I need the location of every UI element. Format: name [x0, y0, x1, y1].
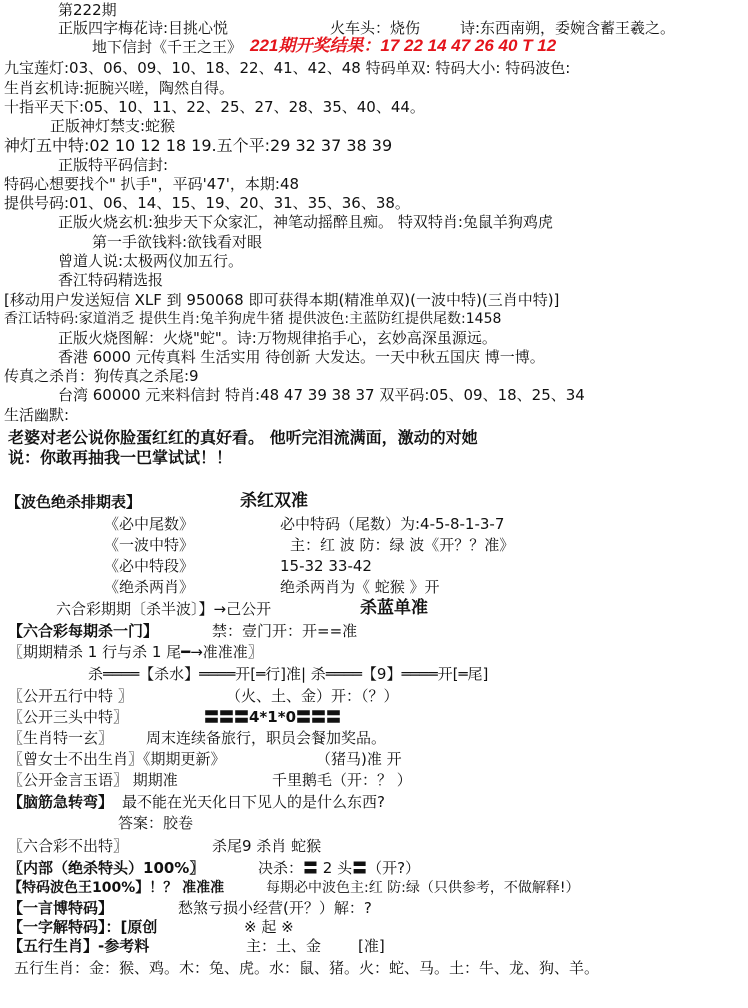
kill-one-door-value: 禁：壹门开：开==准 [212, 622, 358, 640]
taoist-saying: 曾道人说:太极两仪加五行。 [58, 252, 244, 270]
must-tail-value: 必中特码（尾数）为:4-5-8-1-3-7 [280, 515, 505, 533]
inner-kill-label: 〖内部（绝杀特头）100%〗 [8, 859, 205, 877]
special-range-label: 《必中特段》 [104, 557, 195, 575]
zodiac-mystery-value: 周末连续备旅行，职员会餐加奖品。 [146, 729, 387, 747]
wave-king-value: 每期必中波色主:红 防:绿（只供参考，不做解释!） [266, 880, 580, 896]
hongkong-fax-line: 香港 6000 元传真料 生活实用 待创新 大发达。一天中秋五国庆 博一博。 [58, 348, 545, 366]
poem-line: 诗:东西南朔，委婉含蓄王羲之。 [460, 19, 676, 37]
lamp-forbidden-line: 正版神灯禁支:蛇猴 [50, 117, 176, 135]
five-zodiac-main: 主：土、金 [246, 937, 322, 955]
zodiac-mystery-label: 〖生肖特一玄〗 [8, 729, 114, 747]
ms-zeng-value: （猪马)准 开 [316, 750, 402, 768]
kill-water-nine-line: 杀════【杀水】════开[═行]准| 杀════【9】════开[═尾] [88, 665, 489, 683]
joke-line-2: 说：你敢再抽我一巴掌试试！！ [8, 448, 233, 467]
issue-number: 第222期 [58, 1, 117, 19]
xiangjiang-words: 香江话特码:家道消乏 提供生肖:兔羊狗虎牛猪 提供波色:主蓝防红提供尾数:1458 [4, 311, 502, 327]
five-zodiac-list: 五行生肖：金：猴、鸡。木：兔、虎。水：鼠、猪。火：蛇、马。土：牛、龙、狗、羊。 [14, 959, 600, 977]
inner-kill-value: 决杀：〓 2 头〓（开?） [258, 859, 421, 877]
kill-blue-single: 杀蓝单准 [360, 598, 428, 618]
one-wave-label: 《一波中特》 [104, 536, 195, 554]
first-hand-line: 第一手欲钱料:欲钱看对眼 [92, 233, 263, 251]
nine-treasure-line: 九宝莲灯:03、06、09、10、18、22、41、42、48 特码单双: 特码大小: 特码波色: [4, 59, 571, 77]
flat-code-envelope: 正版特平码信封: [58, 156, 169, 174]
xiangjiang-report: 香江特码精选报 [58, 271, 164, 289]
brain-teaser-label: 【脑筋急转弯】 [8, 793, 114, 811]
half-wave-label: 六合彩期期〔杀半波〕】→己公开 [56, 600, 272, 618]
kill-two-label: 《绝杀两肖》 [104, 578, 195, 596]
sms-notice: [移动用户发送短信 XLF 到 950068 即可获得本期(精准单双)(一波中特)(三肖中特)] [4, 291, 560, 309]
taiwan-envelope-line: 台湾 60000 元来料信封 特肖:48 47 39 38 37 双平码:05、09、18、25、34 [58, 386, 585, 404]
three-heads-value: 〓〓〓4*1*0〓〓〓 [204, 708, 342, 726]
brain-teaser-question: 最不能在光天化日下见人的是什么东西? [122, 793, 385, 811]
one-word-value: 愁煞亏损小经营(开？）解：? [178, 899, 372, 917]
color-kill-table-title: 【波色绝杀排期表】 [6, 493, 142, 511]
fire-diagram-line: 正版火烧图解：火烧"蛇"。诗:万物规律掐手心，玄妙高深虽源远。 [58, 329, 497, 347]
one-word-label: 【一言博特码】 [8, 899, 114, 917]
no-special-value: 杀尾9 杀肖 蛇猴 [212, 837, 322, 855]
underground-envelope: 地下信封《千王之王》 [92, 38, 243, 56]
train-head-line: 火车头：烧伤 [330, 19, 421, 37]
ms-zeng-label: 〖曾女士不出生肖〗《期期更新》 [8, 750, 226, 768]
lamp-five-special: 神灯五中特:02 10 12 18 19.五个平:29 32 37 38 39 [4, 136, 393, 155]
must-tail-label: 《必中尾数》 [104, 515, 195, 533]
one-wave-value: 主：红 波 防：绿 波《开？？准》 [290, 536, 515, 554]
one-char-label: 【一字解特码】：[原创 [8, 918, 158, 936]
kill-one-door-label: 【六合彩每期杀一门】 [8, 622, 159, 640]
brain-teaser-answer: 答案：胶卷 [118, 814, 194, 832]
kill-row-tail-line: 〖期期精杀 1 行与杀 1 尾━→准准准〗 [8, 643, 263, 661]
fax-kill-line: 传真之杀肖：狗传真之杀尾:9 [4, 367, 199, 385]
golden-words-value: 千里鹅毛（开：？ ） [272, 771, 412, 789]
kill-red-double: 杀红双准 [240, 491, 308, 511]
special-range-value: 15-32 33-42 [280, 557, 372, 575]
golden-words-label: 〖公开金言玉语〗 期期准 [8, 771, 178, 789]
zodiac-mystery-poem: 生肖玄机诗:扼腕兴嗟，陶然自得。 [4, 79, 235, 97]
joke-line-1: 老婆对老公说你脸蛋红红的真好看。 他听完泪流满面，激动的对她 [8, 428, 478, 447]
fire-mystery-line: 正版火烧玄机:独步天下众家汇，神笔动摇醉且痴。 特双特肖:兔鼠羊狗鸡虎 [58, 213, 553, 231]
five-elements-label: 〖公开五行中特 〗 [8, 687, 133, 705]
five-zodiac-accurate: [准] [358, 937, 385, 955]
special-code-thought: 特码心想要找个" 扒手"，平码'47'，本期:48 [4, 175, 300, 193]
last-draw-result: 221期开奖结果：17 22 14 47 26 40 T 12 [250, 36, 557, 55]
no-special-label: 〖六合彩不出特〗 [8, 837, 129, 855]
plum-poem-line: 正版四字梅花诗:目挑心悦 [58, 19, 229, 37]
ten-fingers-line: 十指平天下:05、10、11、22、25、27、28、35、40、44。 [4, 98, 425, 116]
life-humor-heading: 生活幽默: [4, 406, 70, 424]
wave-king-label: 【特码波色王100%】！？ 准准准 [8, 880, 225, 896]
provided-numbers: 提供号码:01、06、14、15、19、20、31、35、36、38。 [4, 194, 410, 212]
three-heads-label: 〖公开三头中特〗 [8, 708, 129, 726]
kill-two-value: 绝杀两肖为《 蛇猴 》开 [280, 578, 440, 596]
five-elements-value: （火、土、金）开：（？） [226, 687, 399, 705]
five-zodiac-label: 【五行生肖】-参考料 [8, 937, 150, 955]
one-char-value: ※ 起 ※ [244, 918, 294, 936]
